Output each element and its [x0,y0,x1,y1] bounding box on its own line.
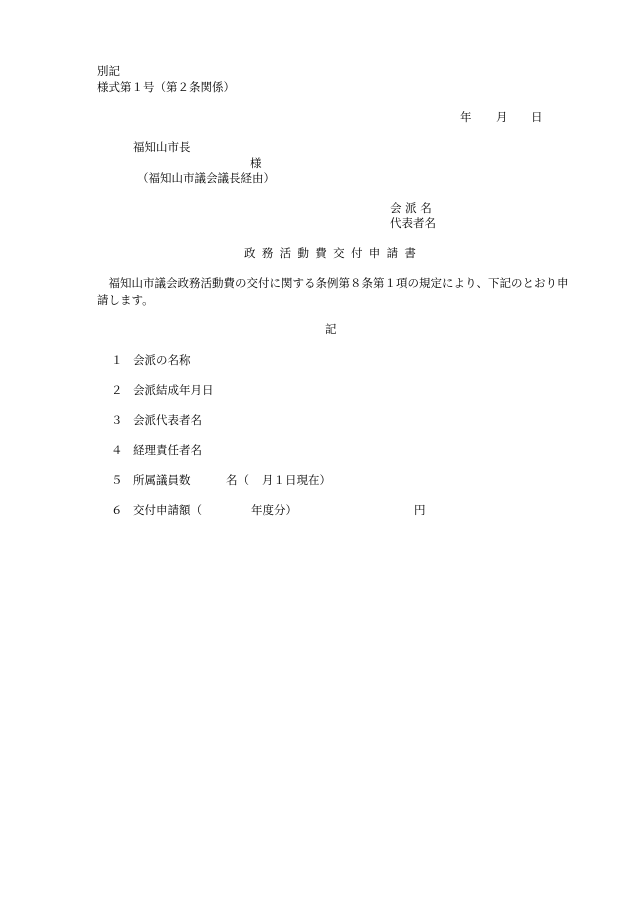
item-label: 所属議員数 [133,473,191,487]
as-of-date: 月１日現在） [262,473,331,487]
item-label: 会派結成年月日 [133,383,214,397]
document-title: 政務活動費交付申請書 [244,246,423,260]
item-label: 交付申請額（ [133,503,202,517]
date-year: 年 [460,110,472,124]
item-number: ６ [111,503,123,517]
item-number: ４ [111,443,123,457]
item-number: １ [111,353,123,367]
addressee-via: （福知山市議会議長経由） [137,171,275,185]
item-number: ３ [111,413,123,427]
date-month: 月 [496,110,508,124]
item-label: 経理責任者名 [133,443,202,457]
addressee-honorific: 様 [250,156,262,170]
form-number: 様式第１号（第２条関係） [97,80,235,94]
item-number: ２ [111,383,123,397]
faction-name-label: 会 派 名 [390,201,432,215]
date-day: 日 [531,110,543,124]
addressee-name: 福知山市長 [133,140,191,154]
item-number: ５ [111,473,123,487]
item-label: 会派代表者名 [133,413,202,427]
fiscal-year-unit: 年度分） [251,503,297,517]
ki-heading: 記 [325,322,337,336]
item-label: 会派の名称 [133,353,191,367]
attachment-label: 別記 [97,64,120,78]
body-paragraph: 福知山市議会政務活動費の交付に関する条例第８条第１項の規定により、下記のとおり申請します。 [97,276,569,307]
member-count-unit: 名（ [226,473,249,487]
yen-unit: 円 [414,503,426,517]
representative-label: 代表者名 [390,216,436,230]
